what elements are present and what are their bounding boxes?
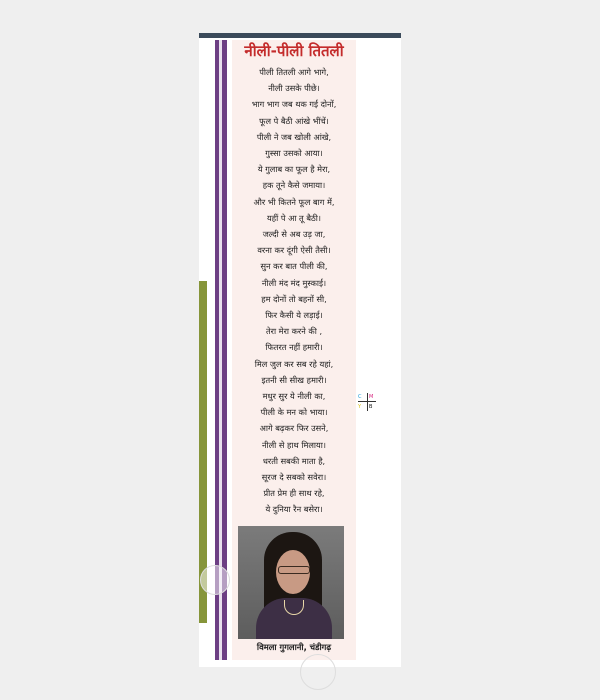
poem-line: सूरज दे सबको सवेरा। (261, 472, 327, 483)
poem-line: पीली तितली आगे भागे, (259, 67, 329, 77)
poem-line: प्रीत प्रेम ही साथ रहे, (263, 488, 325, 499)
poem-line: इतनी सी सीख हमारी। (261, 374, 327, 385)
author-photo (238, 526, 344, 639)
regmark-c: C (358, 394, 362, 400)
poem-line: फितरत नहीं हमारी। (265, 342, 323, 353)
poem-line: फूल पे बैठी आंखे भींचें। (259, 115, 329, 126)
regmark-b: B (369, 404, 373, 410)
poem-line: हम दोनों तो बहनों सी, (261, 293, 327, 304)
poem-line: पीली के मन को भाया। (260, 407, 328, 418)
poem-title: नीली-पीली तितली (244, 42, 344, 60)
registration-mark-icon (358, 393, 378, 413)
poem-line: नीली उसके पीछे। (268, 83, 320, 94)
photo-glasses (278, 566, 310, 574)
poem-line: मधुर सुर ये नीली का, (262, 391, 326, 402)
poem-column (232, 40, 356, 660)
poem-line: पीली ने जब खोली आंखे, (256, 131, 332, 142)
poem-line: जल्दी से अब उड़ जा, (262, 229, 326, 240)
poem-line: सुन कर बात पीली की, (260, 261, 328, 272)
poem-line: आगे बढ़कर फिर उसने, (259, 423, 329, 434)
regmark-vertical (367, 393, 368, 411)
poem-line: मिल जुल कर सब रहे यहां, (254, 358, 334, 369)
top-border (199, 33, 401, 38)
poem-line: वरना कर दूंगी ऐसी तैसी। (257, 245, 331, 256)
poem-line: और भी कितने फूल बाग में, (253, 196, 335, 207)
poem-line: हक तूने कैसे जमाया। (262, 180, 326, 191)
poem-line: यहीं पे आ तू बैठी। (267, 212, 321, 223)
poem-line: फिर कैसी ये लड़ाई। (265, 310, 323, 321)
regmark-m: M (369, 394, 374, 400)
poem-line: भाग भाग जब थक गई दोनों, (251, 99, 337, 110)
nav-bottom-circle[interactable] (300, 654, 336, 690)
poem-line: धरती सबकी माता है, (262, 455, 326, 466)
poem-line: ये दुनिया रैन बसेरा। (265, 504, 323, 515)
poem-line: नीली से हाथ मिलाया। (261, 439, 327, 450)
poem-line: ये गुलाब का फूल है मेरा, (257, 164, 331, 175)
poem-line: गुस्सा उसको आया। (265, 148, 323, 159)
newspaper-clipping (199, 33, 401, 667)
author-caption: विमला गुगलानी, चंडीगढ़ (256, 642, 332, 652)
poem-line: नीली मंद मंद मुस्काई। (261, 277, 327, 288)
poem-line: तेरा मेरा करने की , (265, 326, 323, 337)
regmark-y: Y (358, 404, 362, 410)
regmark-horizontal (358, 401, 376, 402)
poem-lines (232, 64, 356, 518)
nav-left-circle[interactable] (200, 565, 230, 595)
